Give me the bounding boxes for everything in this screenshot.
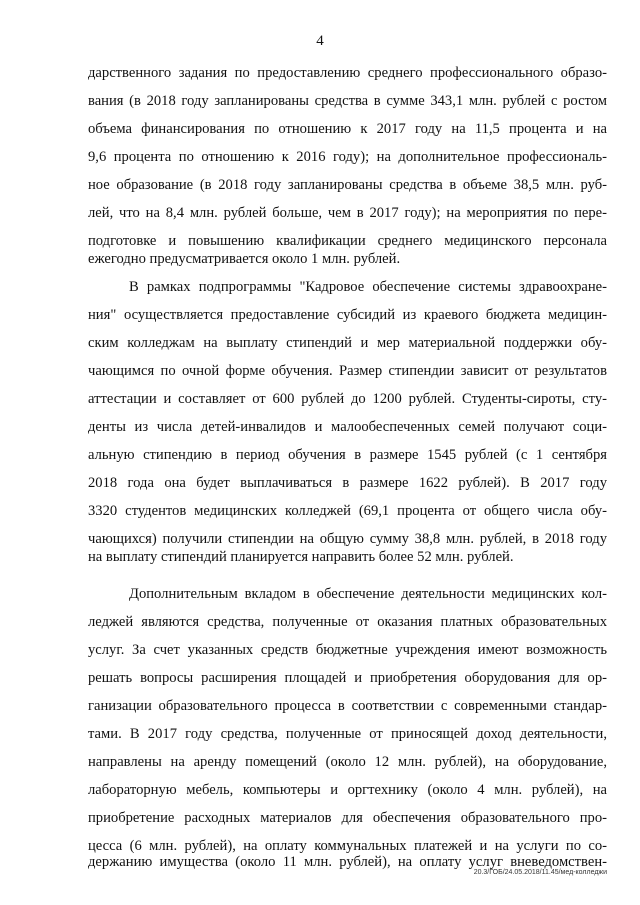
text-line: ским колледжам на выплату стипендий и мер материальной поддержки обу- <box>88 335 607 351</box>
text-line: цесса (6 млн. рублей), на оплату коммунальных платежей и на услуги по со- <box>88 838 607 854</box>
document-footer-code: 20.3/ГОБ/24.05.2018/11.45/мед-колледжи <box>473 869 607 876</box>
text-line: держанию имущества (около 11 млн. рублей), на оплату услуг вневедомствен- <box>88 854 607 870</box>
paragraph-start-line: В рамках подпрограммы "Кадровое обеспечение системы здравоохране- <box>129 279 607 295</box>
page-number: 4 <box>316 33 324 49</box>
text-line: услуг. За счет указанных средств бюджетные учреждения имеют возможность <box>88 642 607 658</box>
text-line: 9,6 процента по отношению к 2016 году); на дополнительное профессиональ- <box>88 149 607 165</box>
text-line: аттестации и составляет от 600 рублей до 1200 рублей. Студенты-сироты, сту- <box>88 391 607 407</box>
text-line: на выплату стипендий планируется направить более 52 млн. рублей. <box>88 549 514 565</box>
text-line: ганизации образовательного процесса в соответствии с современными стандар- <box>88 698 607 714</box>
text-line: денты из числа детей-инвалидов и малообеспеченных семей получают соци- <box>88 419 607 435</box>
text-line: леджей являются средства, полученные от оказания платных образовательных <box>88 614 607 630</box>
paragraph-start-line: Дополнительным вкладом в обеспечение деятельности медицинских кол- <box>129 586 607 602</box>
text-line: направлены на аренду помещений (около 12 млн. рублей), на оборудование, <box>88 754 607 770</box>
text-line: чающимся по очной форме обучения. Размер стипендии зависит от результатов <box>88 363 607 379</box>
text-line: ежегодно предусматривается около 1 млн. рублей. <box>88 251 401 267</box>
text-line: лей, что на 8,4 млн. рублей больше, чем в 2017 году); на мероприятия по пере- <box>88 205 607 221</box>
text-line: ное образование (в 2018 году запланированы средства в объеме 38,5 млн. руб- <box>88 177 607 193</box>
text-line: вания (в 2018 году запланированы средства в сумме 343,1 млн. рублей с ростом <box>88 93 607 109</box>
text-line: ния" осуществляется предоставление субсидий из краевого бюджета медицин- <box>88 307 607 323</box>
text-line: альную стипендию в период обучения в размере 1545 рублей (с 1 сентября <box>88 447 607 463</box>
text-line: решать вопросы расширения площадей и приобретения оборудования для ор- <box>88 670 607 686</box>
text-line: подготовке и повышению квалификации среднего медицинского персонала <box>88 233 607 249</box>
text-line: лабораторную мебель, компьютеры и оргтехнику (около 4 млн. рублей), на <box>88 782 607 798</box>
text-line: 3320 студентов медицинских колледжей (69,1 процента от общего числа обу- <box>88 503 607 519</box>
text-line: объема финансирования по отношению к 2017 году на 11,5 процента и на <box>88 121 607 137</box>
text-line: тами. В 2017 году средства, полученные от приносящей доход деятельности, <box>88 726 607 742</box>
text-line: чающихся) получили стипендии на общую сумму 38,8 млн. рублей, в 2018 году <box>88 531 607 547</box>
text-line: 2018 года она будет выплачиваться в размере 1622 рублей). В 2017 году <box>88 475 607 491</box>
text-line: приобретение расходных материалов для обеспечения образовательного про- <box>88 810 607 826</box>
text-line: дарственного задания по предоставлению среднего профессионального образо- <box>88 65 607 81</box>
